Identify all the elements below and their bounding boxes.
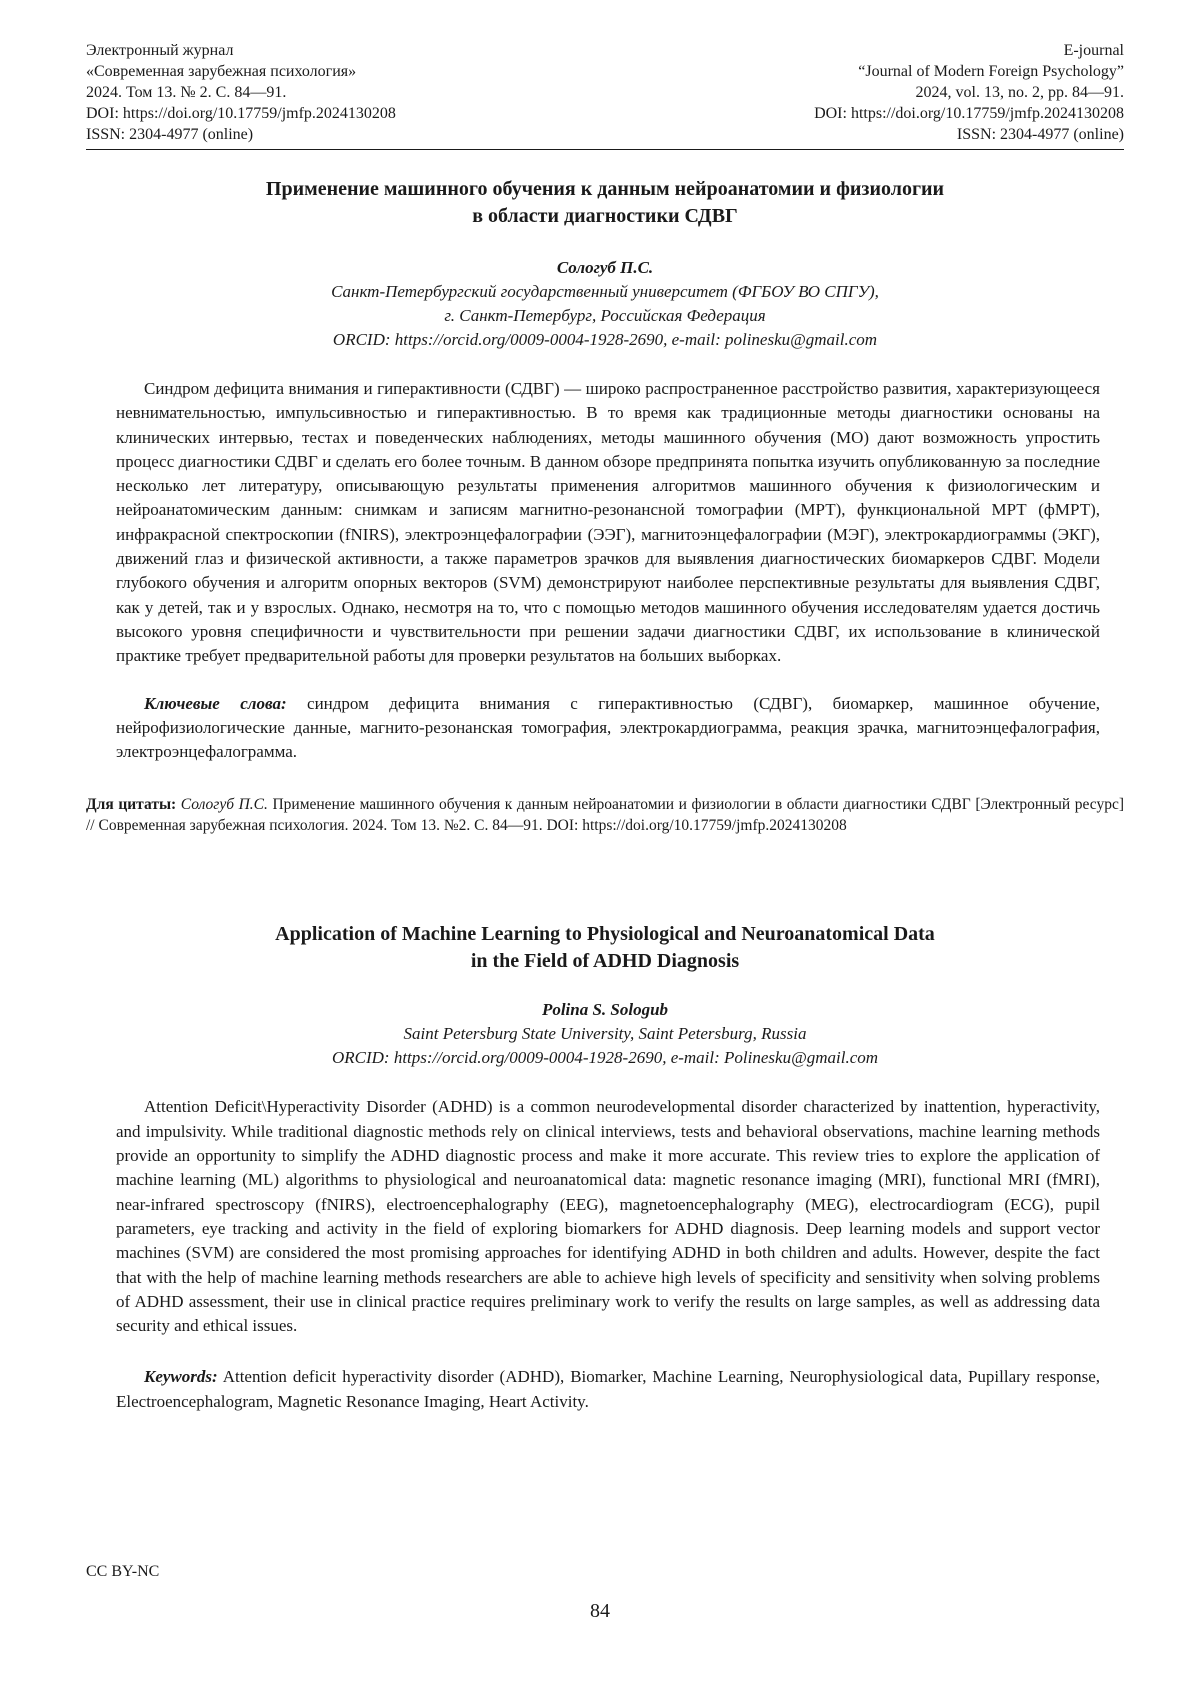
citation-author: Сологуб П.С. bbox=[180, 796, 268, 814]
en-keywords-text: Attention deficit hyperactivity disorder (ADHD), Biomarker, Machine Learning, Neurophysiological data, Pupillary response, Electroencephalogram, Magnetic Resonance Imaging, Heart Activity. bbox=[116, 1367, 1100, 1411]
header-right-line: ISSN: 2304-4977 (online) bbox=[956, 126, 1124, 143]
header-right-line: E-journal bbox=[1063, 42, 1124, 59]
header-left-line: ISSN: 2304-4977 (online) bbox=[86, 126, 254, 143]
ru-keywords-label: Ключевые слова: bbox=[144, 693, 287, 713]
citation-text: Применение машинного обучения к данным нейроанатомии и физиологии в области диагностики СДВГ [Электронный ресурс] // Современная зарубежная психология. 2024. Том 13. №2. С. 84—91. DOI: https://doi.org/10.17759/jmfp.2024130208 bbox=[86, 796, 1125, 835]
ru-title-line: в области диагностики СДВГ bbox=[472, 205, 738, 227]
en-author-name: Polina S. Sologub bbox=[541, 1000, 669, 1020]
header-divider bbox=[86, 149, 1124, 150]
en-orcid: ORCID: https://orcid.org/0009-0004-1928-2690, e-mail: Polinesku@gmail.com bbox=[331, 1048, 879, 1068]
header-left-line: «Современная зарубежная психология» bbox=[86, 63, 357, 80]
en-keywords-label: Keywords: bbox=[144, 1367, 218, 1387]
en-title-line: Application of Machine Learning to Physiological and Neuroanatomical Data bbox=[275, 923, 935, 946]
ru-orcid: ORCID: https://orcid.org/0009-0004-1928-2690, e-mail: polinesku@gmail.com bbox=[332, 330, 878, 349]
ru-affiliation: г. Санкт-Петербург, Российская Федерация bbox=[444, 306, 766, 325]
header-left bbox=[86, 40, 396, 145]
ru-affiliation: Санкт-Петербургский государственный университет (ФГБОУ ВО СПГУ), bbox=[331, 282, 879, 301]
page-number: 84 bbox=[590, 1600, 610, 1622]
header-left-line: 2024. Том 13. № 2. С. 84—91. bbox=[86, 84, 287, 101]
ru-keywords-text: синдром дефицита внимания с гиперактивностью (СДВГ), биомаркер, машинное обучение, нейрофизиологические данные, магнито-резонанская томография, электрокардиограмма, реакция зрачка, магнитоэнцефалография, электроэнцефалограмма. bbox=[116, 693, 1100, 762]
en-title-line: in the Field of ADHD Diagnosis bbox=[470, 950, 740, 973]
en-author-block bbox=[86, 998, 1124, 1070]
header-right bbox=[814, 40, 1124, 145]
en-abstract: Attention Deficit\Hyperactivity Disorder (ADHD) is a common neurodevelopmental disorder characterized by inattention, hyperactivity, and impulsivity. While traditional diagnostic methods rely on clinical interviews, tests and behavioral observations, machine learning methods provide an opportunity to simplify the ADHD diagnostic process and make it more accurate. This review tries to explore the application of machine learning (ML) algorithms to physiological and neuroanatomical data: magnetic resonance imaging (MRI), functional MRI (fMRI), near-infrared spectroscopy (fNIRS), electroencephalography (EEG), magnetoencephalography (MEG), electrocardiogram (ECG), pupil parameters, eye tracking and activity in the field of exploring biomarkers for ADHD diagnosis. Deep learning models and support vector machines (SVM) are considered the most promising approaches for identifying ADHD in both children and adults. However, despite the fact that with the help of machine learning methods researchers are able to achieve high levels of specificity and sensitivity when solving problems of ADHD assessment, their use in clinical practice requires preliminary work to verify the results on large samples, as well as addressing data security and ethical issues. bbox=[116, 1097, 1100, 1336]
header-right-line: 2024, vol. 13, no. 2, pp. 84—91. bbox=[915, 84, 1124, 101]
header-right-line: “Journal of Modern Foreign Psychology” bbox=[858, 63, 1124, 80]
page bbox=[86, 40, 1124, 1414]
citation bbox=[86, 794, 1124, 836]
en-affiliation: Saint Petersburg State University, Saint Petersburg, Russia bbox=[403, 1024, 807, 1044]
en-keywords bbox=[116, 1365, 1100, 1414]
ru-abstract: Синдром дефицита внимания и гиперактивности (СДВГ) — широко распространенное расстройство развития, характеризующееся невнимательностью, импульсивностью и гиперактивностью. В то время как традиционные методы диагностики основаны на клинических интервью, тестах и поведенческих наблюдениях, методы машинного обучения (МО) дают возможность упростить процесс диагностики СДВГ и сделать его более точным. В данном обзоре предпринята попытка изучить опубликованную за последние несколько лет литературу, описывающую результаты применения алгоритмов машинного обучения к физиологическим и нейроанатомическим данным: снимкам и записям магнитно-резонансной томографии (МРТ), функциональной МРТ (фМРТ), инфракрасной спектроскопии (fNIRS), электроэнцефалографии (ЭЭГ), магнитоэнцефалографии (МЭГ), электрокардиограммы (ЭКГ), движений глаз и физической активности, а также параметров зрачков для выявления диагностических биомаркеров СДВГ. Модели глубокого обучения и алгоритм опорных векторов (SVM) демонстрируют наиболее перспективные результаты для выявления СДВГ, как у детей, так и у взрослых. Однако, несмотря на то, что с помощью методов машинного обучения исследователям удается достичь высокого уровня специфичности и чувствительности при решении задачи диагностики СДВГ, их использование в клинической практике требует предварительной работы для проверки результатов на больших выборках. bbox=[116, 379, 1100, 666]
ru-title-line: Применение машинного обучения к данным нейроанатомии и физиологии bbox=[265, 178, 945, 200]
journal-header bbox=[86, 40, 1124, 145]
header-right-line: DOI: https://doi.org/10.17759/jmfp.2024130208 bbox=[814, 105, 1124, 122]
license-label: CC BY-NC bbox=[86, 1563, 160, 1580]
en-title bbox=[86, 921, 1124, 975]
header-left-line: DOI: https://doi.org/10.17759/jmfp.2024130208 bbox=[86, 105, 396, 122]
ru-keywords bbox=[116, 692, 1100, 765]
ru-author-block bbox=[86, 256, 1124, 352]
ru-author-name: Сологуб П.С. bbox=[556, 258, 654, 277]
ru-title bbox=[86, 176, 1124, 230]
header-left-line: Электронный журнал bbox=[86, 42, 234, 59]
citation-label: Для цитаты: bbox=[86, 796, 177, 814]
